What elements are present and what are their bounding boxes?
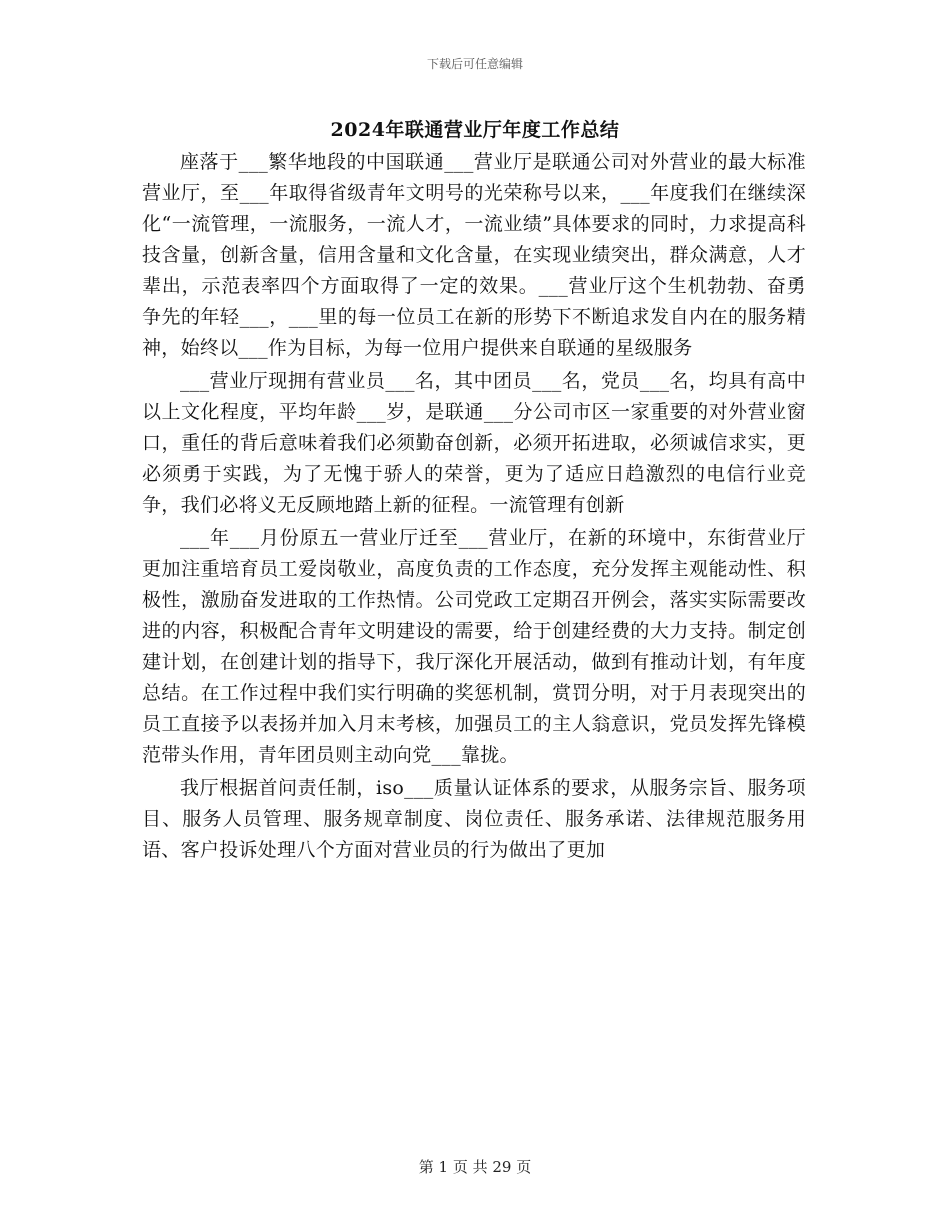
- paragraph-4: 我厅根据首问责任制，iso___质量认证体系的要求，从服务宗旨、服务项目、服务人员管理、服务规章制度、岗位责任、服务承诺、法律规范服务用语、客户投诉处理八个方面对营业员的行为做出了更加: [142, 777, 806, 861]
- page-number-footer: 第 1 页 共 29 页: [418, 1158, 532, 1176]
- document-body: [142, 147, 806, 866]
- header-note: 下载后可任意编辑: [426, 57, 523, 71]
- document-title: 2024年联通营业厅年度工作总结: [330, 119, 620, 141]
- paragraph-3: ___年___月份原五一营业厅迁至___营业厅，在新的环境中，东街营业厅更加注重培育员工爱岗敬业，高度负责的工作态度，充分发挥主观能动性、积极性，激励奋发进取的工作热情。公司党政工定期召开例会，落实实际需要改进的内容，积极配合青年文明建设的需要，给于创建经费的大力支持。制定创建计划，在创建计划的指导下，我厅深化开展活动，做到有推动计划，有年度总结。在工作过程中我们实行明确的奖惩机制，赏罚分明，对于月表现突出的员工直接予以表扬并加入月末考核，加强员工的主人翁意识，党员发挥先锋模范带头作用，青年团员则主动向党___靠拢。: [142, 527, 806, 766]
- paragraph-1: 座落于___繁华地段的中国联通___营业厅是联通公司对外营业的最大标准营业厅，至___年取得省级青年文明号的光荣称号以来，___年度我们在继续深化“一流管理，一流服务，一流人才，一流业绩”具体要求的同时，力求提高科技含量，创新含量，信用含量和文化含量，在实现业绩突出，群众满意，人才辈出，示范表率四个方面取得了一定的效果。___营业厅这个生机勃勃、奋勇争先的年轻___，___里的每一位员工在新的形势下不断追求发自内在的服务精神，始终以___作为目标，为每一位用户提供来自联通的星级服务: [142, 151, 806, 359]
- paragraph-2: ___营业厅现拥有营业员___名，其中团员___名，党员___名，均具有高中以上文化程度，平均年龄___岁，是联通___分公司市区一家重要的对外营业窗口，重任的背后意味着我们必须勤奋创新，必须开拓进取，必须诚信求实，更必须勇于实践，为了无愧于骄人的荣誉，更为了适应日趋激烈的电信行业竞争，我们必将义无反顾地踏上新的征程。一流管理有创新: [142, 370, 806, 516]
